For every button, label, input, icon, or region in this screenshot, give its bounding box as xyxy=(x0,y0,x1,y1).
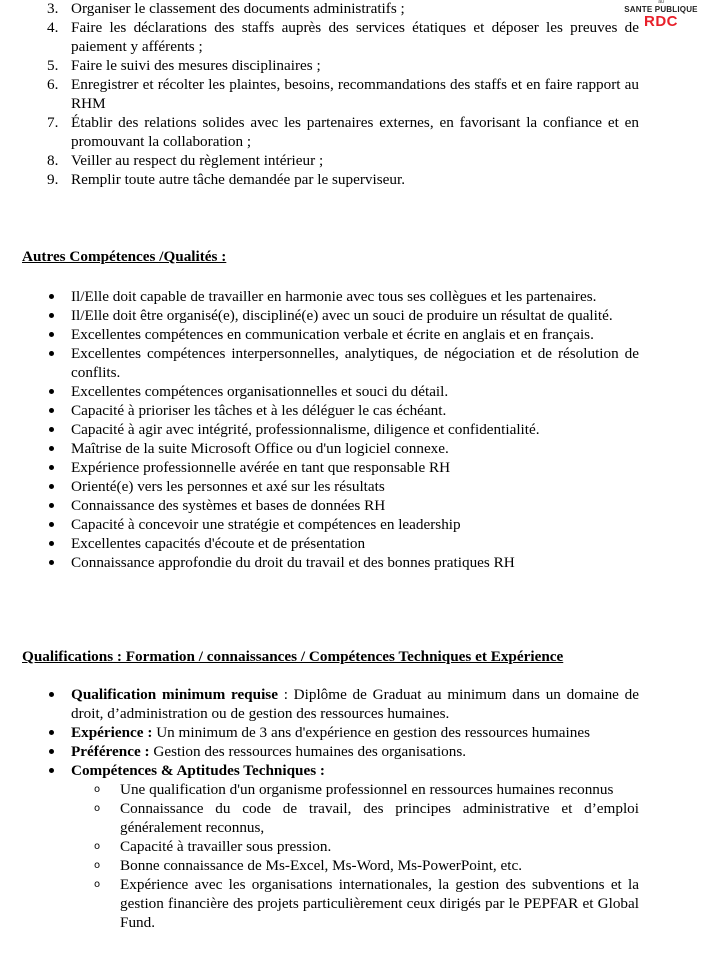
circle-bullet-icon: o xyxy=(94,841,101,852)
task-item xyxy=(22,0,639,18)
bullet-icon xyxy=(49,389,54,394)
technical-skill-text: Une qualification d'un organisme professionnel en ressources humaines reconnus xyxy=(120,781,614,798)
qualification-label: Qualification minimum requise xyxy=(71,686,278,703)
bullet-icon xyxy=(49,768,54,773)
bullet-icon xyxy=(49,484,54,489)
competence-item xyxy=(22,515,639,534)
technical-skill-text: Expérience avec les organisations internationales, la gestion des subventions et la gestion financière des projets particulièrement ceux dirigés par le PEPFAR et Global Fund. xyxy=(120,876,639,931)
competence-text: Maîtrise de la suite Microsoft Office ou d'un logiciel connexe. xyxy=(71,440,449,457)
bullet-icon xyxy=(49,313,54,318)
competence-item xyxy=(22,306,639,325)
competence-text: Il/Elle doit être organisé(e), discipliné(e) avec un souci de produire un résultat de qualité. xyxy=(71,307,613,324)
task-number: 9. xyxy=(47,171,59,188)
competences-heading: Autres Compétences /Qualités : xyxy=(22,248,227,265)
qualification-label: Préférence : xyxy=(71,743,150,760)
competence-item xyxy=(22,382,639,401)
task-item xyxy=(22,151,639,170)
task-number: 8. xyxy=(47,152,59,169)
competence-text: Il/Elle doit capable de travailler en harmonie avec tous ses collègues et les partenaires. xyxy=(71,288,597,305)
technical-skill-item xyxy=(71,875,639,932)
competence-text: Orienté(e) vers les personnes et axé sur les résultats xyxy=(71,478,385,495)
circle-bullet-icon: o xyxy=(94,803,101,814)
competence-text: Excellentes compétences organisationnelles et souci du détail. xyxy=(71,383,449,400)
competence-item xyxy=(22,287,639,306)
task-number: 3. xyxy=(47,0,59,17)
competence-text: Expérience professionnelle avérée en tant que responsable RH xyxy=(71,459,451,476)
bullet-icon xyxy=(49,294,54,299)
technical-skill-text: Capacité à travailler sous pression. xyxy=(120,838,332,855)
competence-item xyxy=(22,477,639,496)
competence-text: Excellentes compétences en communication verbale et écrite en anglais et en français. xyxy=(71,326,594,343)
task-text: Remplir toute autre tâche demandée par le superviseur. xyxy=(71,171,405,188)
task-text: Faire le suivi des mesures disciplinaires ; xyxy=(71,57,321,74)
circle-bullet-icon: o xyxy=(94,860,101,871)
task-number: 7. xyxy=(47,114,59,131)
task-text: Établir des relations solides avec les partenaires externes, en favorisant la confiance et en promouvant la collaboration ; xyxy=(71,114,639,150)
circle-bullet-icon: o xyxy=(94,784,101,795)
qualification-item xyxy=(22,742,639,761)
bullet-icon xyxy=(49,560,54,565)
qualifications-heading: Qualifications : Formation / connaissances / Compétences Techniques et Expérience xyxy=(22,648,564,665)
task-item xyxy=(22,170,639,189)
task-item xyxy=(22,56,639,75)
task-item xyxy=(22,113,639,151)
bullet-icon xyxy=(49,351,54,356)
logo-brand: RDC xyxy=(644,13,678,30)
technical-skill-text: Connaissance du code de travail, des principes administrative et d’emploi généralement reconnus, xyxy=(120,800,639,836)
competence-text: Capacité à prioriser les tâches et à les déléguer le cas échéant. xyxy=(71,402,447,419)
qualification-item xyxy=(22,685,639,723)
bullet-icon xyxy=(49,427,54,432)
competence-item xyxy=(22,401,639,420)
competence-item xyxy=(22,344,639,382)
qualification-item xyxy=(22,723,639,742)
competence-text: Capacité à concevoir une stratégie et compétences en leadership xyxy=(71,516,461,533)
qualification-label: Compétences & Aptitudes Techniques : xyxy=(71,762,325,779)
technical-skills-list xyxy=(71,780,639,932)
competence-text: Excellentes compétences interpersonnelles, analytiques, de négociation et de résolution de conflits. xyxy=(71,345,639,381)
task-number: 6. xyxy=(47,76,59,93)
qualification-text: Diplôme de Graduat au minimum dans un domaine de droit, d’administration ou de gestion des ressources humaines. xyxy=(71,686,639,722)
task-text: Organiser le classement des documents administratifs ; xyxy=(71,0,405,17)
task-text: Enregistrer et récolter les plaintes, besoins, recommandations des staffs et en faire rapport au RHM xyxy=(71,76,639,112)
competence-text: Connaissance des systèmes et bases de données RH xyxy=(71,497,386,514)
qualifications-list xyxy=(22,685,639,932)
qualification-item xyxy=(22,761,639,932)
qualification-text: Gestion des ressources humaines des organisations. xyxy=(153,743,467,760)
bullet-icon xyxy=(49,408,54,413)
bullet-icon xyxy=(49,332,54,337)
task-list xyxy=(22,0,639,189)
competence-item xyxy=(22,439,639,458)
competence-item xyxy=(22,553,639,572)
task-number: 4. xyxy=(47,19,59,36)
bullet-icon xyxy=(49,503,54,508)
competence-text: Capacité à agir avec intégrité, professionnalisme, diligence et confidentialité. xyxy=(71,421,540,438)
qualification-label: Expérience : xyxy=(71,724,153,741)
task-text: Faire les déclarations des staffs auprès des services étatiques et déposer les preuves de paiement y afférents ; xyxy=(71,19,639,55)
task-text: Veiller au respect du règlement intérieur ; xyxy=(71,152,324,169)
competence-item xyxy=(22,420,639,439)
task-number: 5. xyxy=(47,57,59,74)
technical-skill-item xyxy=(71,799,639,837)
technical-skill-item xyxy=(71,780,639,799)
bullet-icon xyxy=(49,730,54,735)
bullet-icon xyxy=(49,446,54,451)
qualification-text: Un minimum de 3 ans d'expérience en gestion des ressources humaines xyxy=(156,724,590,741)
technical-skill-item xyxy=(71,837,639,856)
bullet-icon xyxy=(49,749,54,754)
competence-text: Connaissance approfondie du droit du travail et des bonnes pratiques RH xyxy=(71,554,515,571)
task-item xyxy=(22,75,639,113)
logo-small-text: au xyxy=(658,0,664,5)
bullet-icon xyxy=(49,522,54,527)
technical-skill-item xyxy=(71,856,639,875)
competence-item xyxy=(22,534,639,553)
bullet-icon xyxy=(49,465,54,470)
competence-item xyxy=(22,496,639,515)
competences-list xyxy=(22,287,639,572)
bullet-icon xyxy=(49,541,54,546)
competence-item xyxy=(22,325,639,344)
logo-name: SANTE PUBLIQUE xyxy=(624,5,698,14)
competence-item xyxy=(22,458,639,477)
task-item xyxy=(22,18,639,56)
bullet-icon xyxy=(49,692,54,697)
qualification-separator: : xyxy=(277,686,294,703)
technical-skill-text: Bonne connaissance de Ms-Excel, Ms-Word, Ms-PowerPoint, etc. xyxy=(120,857,523,874)
competence-text: Excellentes capacités d'écoute et de présentation xyxy=(71,535,366,552)
circle-bullet-icon: o xyxy=(94,879,101,890)
